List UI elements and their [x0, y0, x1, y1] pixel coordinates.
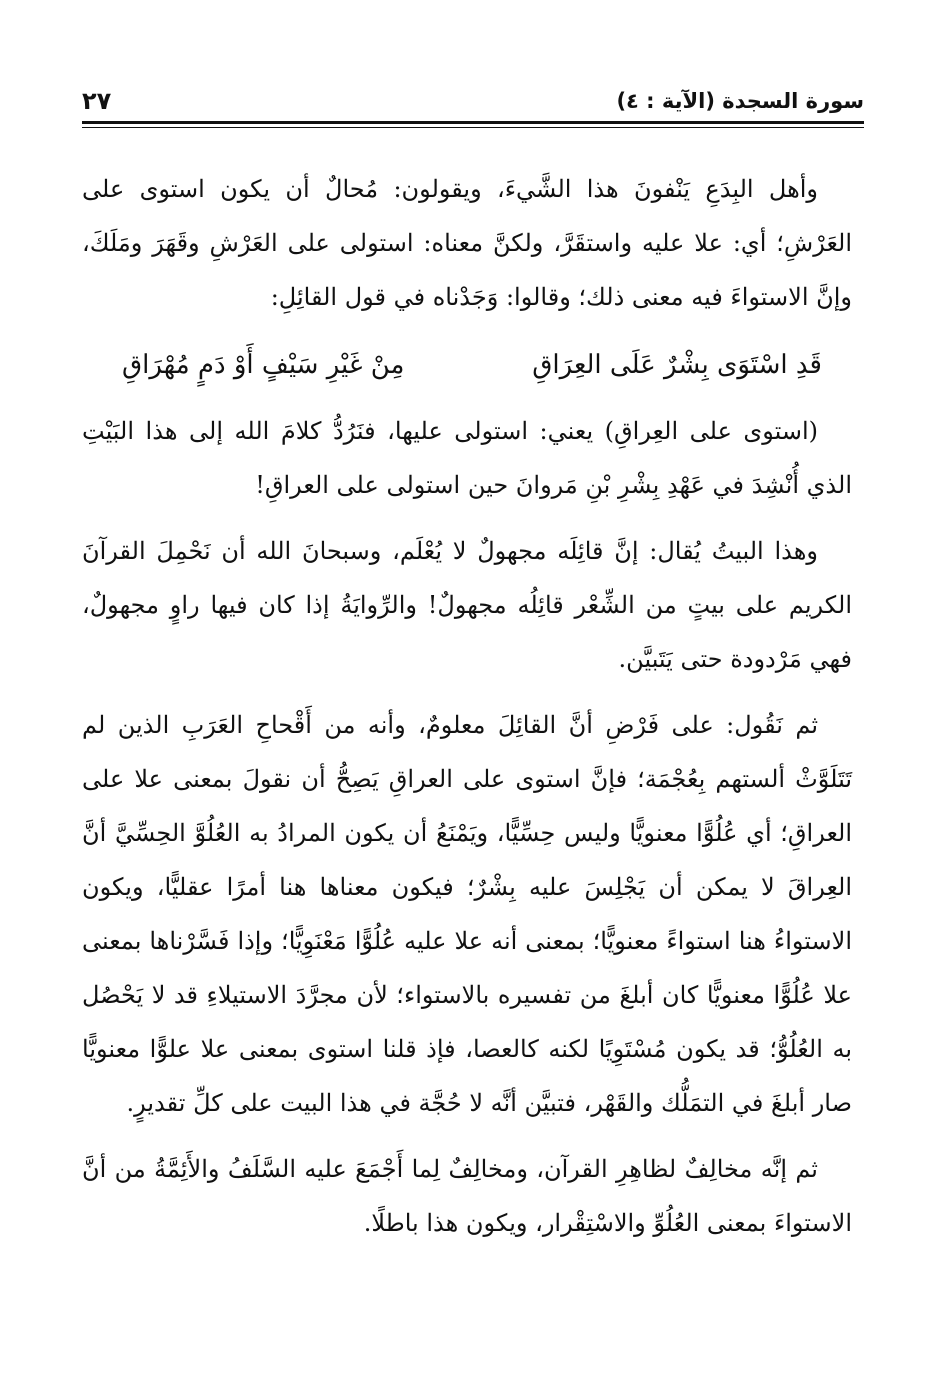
- header-rule-thick: [82, 121, 864, 124]
- poetry-verse: [82, 336, 852, 394]
- page-number: ٢٧: [82, 87, 112, 115]
- paragraph-conclusion: ثم إنَّه مخالِفٌ لظاهِرِ القرآن، ومخالِفٌ لِما أَجْمَعَ عليه السَّلَفُ والأَئِمَّةُ من أنَّ الاستواءَ بمعنى العُلُوِّ والاسْتِقْرار، ويكون هذا باطلًا.: [82, 1155, 852, 1237]
- paragraph-unknown-poet: وهذا البيتُ يُقال: إنَّ قائِلَه مجهولٌ لا يُعْلَم، وسبحانَ الله أن نَحْمِلَ القرآنَ الكريم على بيتٍ من الشِّعْر قائِلُه مجهولٌ! والرِّوايَةُ إذا كان فيها راوٍ مجهولٌ، فهي مَرْدودة حتى يَتَبيَّن.: [82, 537, 852, 673]
- verse-second-hemistich: مِنْ غَيْرِ سَيْفٍ أَوْ دَمٍ مُهْرَاقِ: [122, 350, 405, 380]
- paragraph-verse-explanation: (استوى على العِراقِ) يعني: استولى عليها، فنَرُدُّ كلامَ الله إلى هذا البَيْتِ الذي أُنْشِدَ في عَهْدِ بِشْرِ بْنِ مَروانَ حين استولى على العراقِ!: [82, 417, 852, 499]
- surah-title: سورة السجدة (الآية : ٤): [616, 89, 864, 113]
- page-body: [82, 162, 852, 1262]
- header-rule-thin: [82, 127, 864, 128]
- paragraph-intro: وأهل البِدَعِ يَنْفونَ هذا الشَّيءَ، ويقولون: مُحالٌ أن يكون استوى على العَرْشِ؛ أي: علا عليه واستقَرَّ، ولكنَّ معناه: استولى على العَرْشِ وقَهَرَ ومَلَكَ، وإنَّ الاستواءَ فيه معنى ذلك؛ وقالوا: وَجَدْناه في قول القائِلِ:: [82, 175, 852, 311]
- verse-first-hemistich: قَدِ اسْتَوَى بِشْرٌ عَلَى العِرَاقِ: [532, 350, 822, 380]
- page-header: [82, 86, 864, 122]
- paragraph-rebuttal: ثم نَقُول: على فَرْضِ أنَّ القائِلَ معلومٌ، وأنه من أَقْحاحِ العَرَبِ الذين لم تَتَلَوَّثْ ألستهم بِعُجْمَة؛ فإنَّ استوى على العراقِ يَصِحُّ أن نقولَ بمعنى علا على العراقِ؛ أي عُلُوًّا معنويًّا وليس حِسِّيًّا، ويَمْنَعُ أن يكون المرادُ به العُلُوَّ الحِسِّيَّ أنَّ العِراقَ لا يمكن أن يَجْلِسَ عليه بِشْرٌ؛ فيكون معناها هنا أمرًا عقليًّا، ويكون الاستواءُ هنا استواءً معنويًّا؛ بمعنى أنه علا عليه عُلُوًّا مَعْنَوِيًّا؛ وإذا فَسَّرْناها بمعنى علا عُلُوًّا معنويًّا كان أبلغَ من تفسيره بالاستواء؛ لأن مجرَّدَ الاستيلاءِ قد لا يَحْصُل به العُلُوُّ؛ قد يكون مُسْتَوِيًا لكنه كالعصا، فإذ قلنا استوى بمعنى علا علوًّا معنويًّا صار أبلغَ في التمَلُّك والقَهْر، فتبيَّن أنَّه لا حُجَّة في هذا البيت على كلِّ تقديرٍ.: [82, 711, 852, 1117]
